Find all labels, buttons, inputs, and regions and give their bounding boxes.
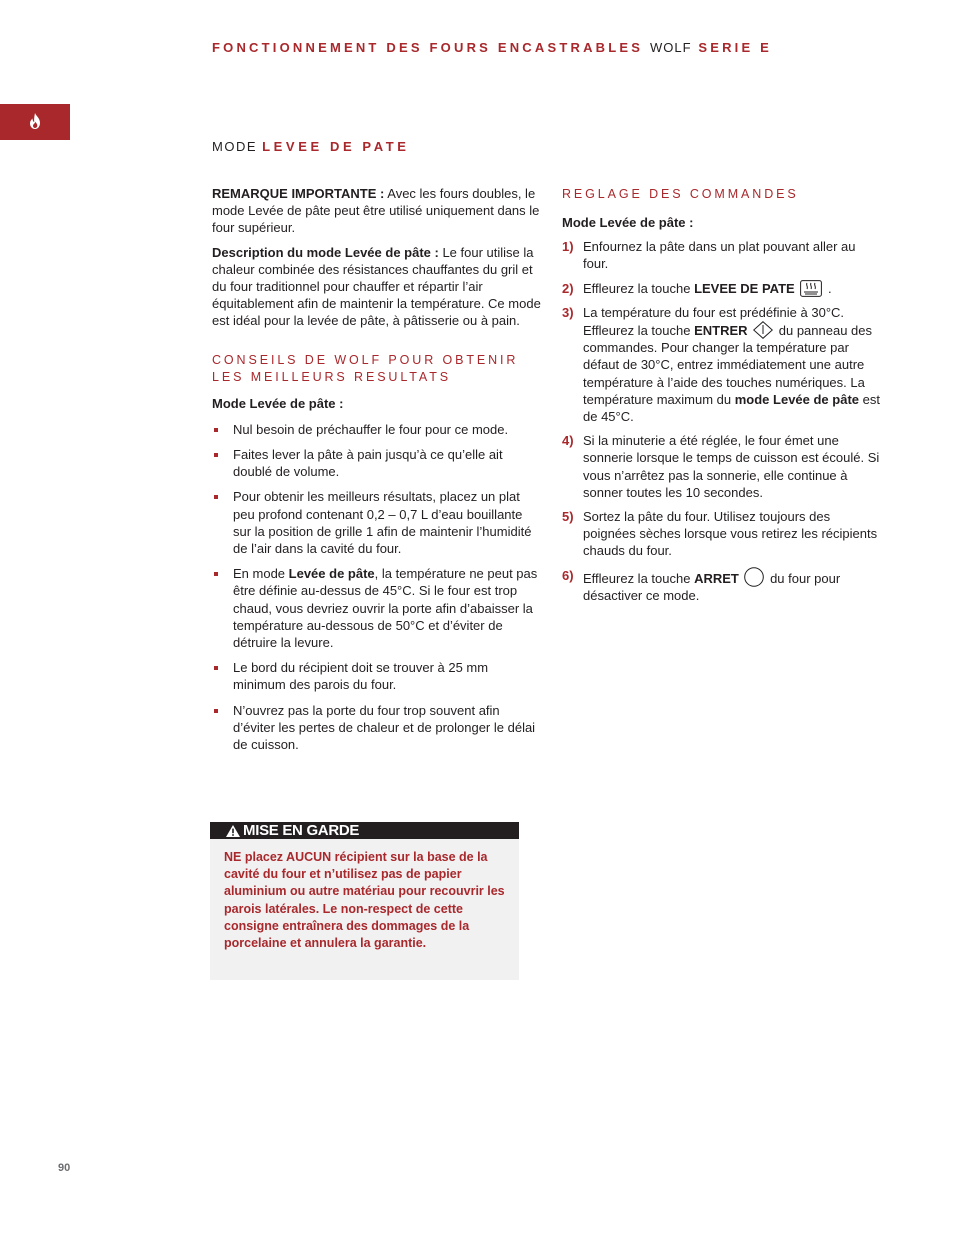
list-item <box>562 238 884 272</box>
left-column <box>212 185 542 761</box>
step-text: du panneau des commandes. Pour changer la température par défaut de 30°C, entrez immédiatement une autre température à l’aide des touches numériques. La température maximum du <box>583 323 873 407</box>
step-bold: ARRET <box>694 570 739 586</box>
mode-title <box>212 139 410 154</box>
list-item <box>212 565 542 651</box>
step-number: 6) <box>562 567 574 583</box>
controls-sublabel-text: Mode Levée de pâte : <box>562 215 694 230</box>
tips-list <box>212 421 542 753</box>
list-item <box>562 508 884 560</box>
list-item: Pour obtenir les meilleurs résultats, placez un plat peu profond contenant 0,2 – 0,7 L d’eau bouillante sur la position de grille 1 afin de maintenir l’humidité de l’air dans la cavité du four. <box>212 488 542 557</box>
step-text: . <box>824 280 832 296</box>
steps-list <box>562 238 884 604</box>
list-item: Le bord du récipient doit se trouver à 25 mm minimum des parois du four. <box>212 659 542 693</box>
off-key-icon <box>744 567 764 587</box>
tips-sublabel-text: Mode Levée de pâte : <box>212 395 344 411</box>
warning-text: NE placez AUCUN récipient sur la base de la cavité du four et n’utilisez pas de papier aluminium ou autre matériau pour recouvrir les parois latérales. Le non-respect de cette consigne entraînera des dommages de la porcelaine et annulera la garantie. <box>224 850 505 951</box>
enter-key-icon <box>753 321 773 339</box>
page-number: 90 <box>58 1162 71 1174</box>
list-item <box>562 304 884 425</box>
header-title: FONCTIONNEMENT DES FOURS ENCASTRABLES <box>212 40 644 55</box>
note-label: REMARQUE IMPORTANTE : <box>212 186 385 201</box>
tips-heading-line1: CONSEILS DE WOLF POUR OBTENIR <box>212 352 519 367</box>
step-text: Effleurez la touche <box>583 570 695 586</box>
step-text: Si la minuterie a été réglée, le four émet une sonnerie lorsque le temps de cuisson est écoulé. Si vous n’arrêtez pas la sonnerie, elle continue à sonner toutes les 10 secondes. <box>583 433 880 500</box>
mode-title-name: LEVEE DE PATE <box>262 139 410 154</box>
note-text: Avec les fours doubles, le mode Levée de pâte peut être utilisé uniquement dans le four supérieur. <box>212 186 540 236</box>
step-bold: ENTRER <box>694 323 748 339</box>
proof-key-icon <box>800 280 822 297</box>
warning-box <box>210 822 519 980</box>
important-note <box>212 185 542 237</box>
step-bold: LEVEE DE PATE <box>694 280 795 296</box>
list-item <box>562 432 884 501</box>
tip-bold: Levée de pâte <box>288 566 375 582</box>
step-text: Sortez la pâte du four. Utilisez toujours des poignées sèches lorsque vous retirez les récipients chauds du four. <box>583 509 878 559</box>
right-column <box>562 186 884 611</box>
list-item: Nul besoin de préchauffer le four pour ce mode. <box>212 421 542 438</box>
tips-sublabel <box>212 395 542 412</box>
controls-sublabel <box>562 214 884 231</box>
step-number: 2) <box>562 280 574 296</box>
step-number: 4) <box>562 433 574 449</box>
list-item: Faites lever la pâte à pain jusqu’à ce qu’elle ait doublé de volume. <box>212 446 542 480</box>
step-text: du four pour désactiver ce mode. <box>583 570 841 603</box>
step-number: 3) <box>562 304 574 320</box>
warning-title: MISE EN GARDE <box>243 822 360 839</box>
tips-heading-line2: LES MEILLEURS RESULTATS <box>212 369 451 384</box>
warning-header <box>210 822 519 839</box>
running-header <box>212 40 772 55</box>
step-text: est de 45°C. <box>583 391 880 425</box>
description-label: Description du mode Levée de pâte : <box>212 244 439 260</box>
step-number: 5) <box>562 509 574 525</box>
section-tab <box>0 104 70 140</box>
list-item <box>562 567 884 604</box>
header-series: SERIE E <box>698 40 773 55</box>
description-text: Le four utilise la chaleur combinée des résistances chauffantes du gril et du four traditionnel pour chauffer et répartir l’air équitablement afin de maintenir la température. Ce mode est idéal pour la levée de pâte, à pâtisserie ou à pain. <box>212 244 541 329</box>
step-bold: mode Levée de pâte <box>734 391 860 407</box>
step-text: Effleurez la touche <box>583 280 695 296</box>
warning-triangle-icon <box>226 825 240 837</box>
step-text: Enfournez la pâte dans un plat pouvant aller au four. <box>583 239 856 272</box>
mode-title-prefix: MODE <box>212 139 257 154</box>
list-item <box>562 280 884 297</box>
step-number: 1) <box>562 239 574 255</box>
controls-heading: REGLAGE DES COMMANDES <box>562 187 799 201</box>
tips-heading <box>212 352 542 386</box>
list-item: N’ouvrez pas la porte du four trop souvent afin d’éviter les pertes de chaleur et de prolonger le délai de cuisson. <box>212 702 542 754</box>
step-text: La température du four est prédéfinie à 30°C. Effleurez la touche <box>583 304 845 339</box>
tip-text: , la température ne peut pas être définie au-dessus de 45°C. Si le four est trop chaud, vous devriez ouvrir la porte afin d’abaisser la température au-dessous de 50°C et d’éviter de détruire la levure. <box>233 566 538 651</box>
tip-text: En mode <box>233 566 289 582</box>
mode-description <box>212 244 542 330</box>
header-brand: WOLF <box>649 40 692 55</box>
flame-icon <box>28 113 42 129</box>
